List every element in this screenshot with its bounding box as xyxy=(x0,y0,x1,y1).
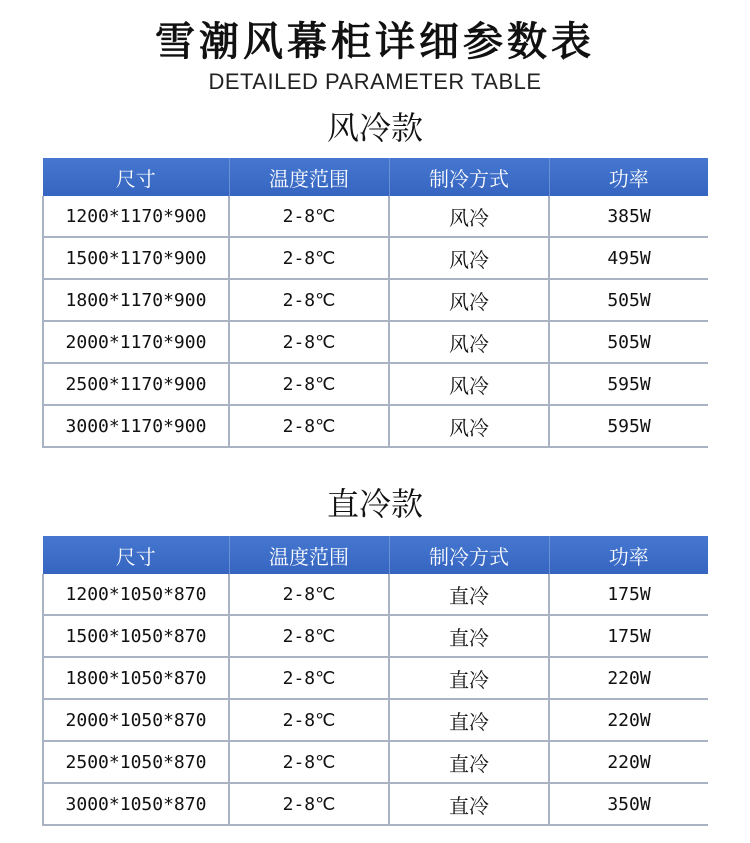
cell-power: 595W xyxy=(549,405,708,447)
table-row xyxy=(43,321,708,363)
table-row xyxy=(43,237,708,279)
cell-power: 220W xyxy=(549,699,708,741)
cell-power: 495W xyxy=(549,237,708,279)
cell-size: 1800*1170*900 xyxy=(43,279,229,321)
column-header-cooling-method: 制冷方式 xyxy=(389,536,549,574)
column-header-temperature: 温度范围 xyxy=(229,158,389,196)
cell-cooling-method: 风冷 xyxy=(389,363,549,405)
table-row xyxy=(43,615,708,657)
cell-size: 1500*1170*900 xyxy=(43,237,229,279)
cell-size: 1500*1050*870 xyxy=(43,615,229,657)
table-header-row xyxy=(43,536,708,574)
cell-temperature: 2-8℃ xyxy=(229,699,389,741)
column-header-power: 功率 xyxy=(549,158,708,196)
cell-size: 3000*1050*870 xyxy=(43,783,229,825)
cell-power: 595W xyxy=(549,363,708,405)
cell-size: 1200*1050*870 xyxy=(43,574,229,615)
cell-size: 2000*1050*870 xyxy=(43,699,229,741)
cell-temperature: 2-8℃ xyxy=(229,783,389,825)
cell-power: 175W xyxy=(549,574,708,615)
table-row xyxy=(43,363,708,405)
table-row xyxy=(43,279,708,321)
cell-temperature: 2-8℃ xyxy=(229,741,389,783)
direct-cooled-parameter-table xyxy=(42,536,708,826)
cell-cooling-method: 风冷 xyxy=(389,279,549,321)
cell-size: 2500*1170*900 xyxy=(43,363,229,405)
cell-power: 175W xyxy=(549,615,708,657)
cell-size: 2500*1050*870 xyxy=(43,741,229,783)
table-row xyxy=(43,741,708,783)
cell-size: 1800*1050*870 xyxy=(43,657,229,699)
page-title: 雪潮风幕柜详细参数表 xyxy=(155,19,595,65)
cell-temperature: 2-8℃ xyxy=(229,657,389,699)
page-subtitle: DETAILED PARAMETER TABLE xyxy=(208,69,542,94)
cell-cooling-method: 风冷 xyxy=(389,405,549,447)
cell-temperature: 2-8℃ xyxy=(229,321,389,363)
cell-temperature: 2-8℃ xyxy=(229,405,389,447)
section-title-direct-cooled: 直冷款 xyxy=(326,485,423,523)
column-header-temperature: 温度范围 xyxy=(229,536,389,574)
cell-size: 3000*1170*900 xyxy=(43,405,229,447)
cell-power: 220W xyxy=(549,741,708,783)
cell-size: 1200*1170*900 xyxy=(43,196,229,237)
cell-temperature: 2-8℃ xyxy=(229,363,389,405)
cell-power: 350W xyxy=(549,783,708,825)
cell-temperature: 2-8℃ xyxy=(229,196,389,237)
column-header-size: 尺寸 xyxy=(43,158,229,196)
cell-cooling-method: 风冷 xyxy=(389,321,549,363)
column-header-cooling-method: 制冷方式 xyxy=(389,158,549,196)
cell-power: 505W xyxy=(549,321,708,363)
table-row xyxy=(43,196,708,237)
cell-cooling-method: 直冷 xyxy=(389,699,549,741)
table-row xyxy=(43,699,708,741)
cell-cooling-method: 风冷 xyxy=(389,196,549,237)
column-header-power: 功率 xyxy=(549,536,708,574)
cell-power: 220W xyxy=(549,657,708,699)
table-header-row xyxy=(43,158,708,196)
cell-temperature: 2-8℃ xyxy=(229,237,389,279)
cell-cooling-method: 风冷 xyxy=(389,237,549,279)
air-cooled-parameter-table xyxy=(42,158,708,448)
cell-cooling-method: 直冷 xyxy=(389,574,549,615)
cell-temperature: 2-8℃ xyxy=(229,279,389,321)
cell-size: 2000*1170*900 xyxy=(43,321,229,363)
section-title-air-cooled: 风冷款 xyxy=(326,109,423,147)
cell-cooling-method: 直冷 xyxy=(389,783,549,825)
cell-cooling-method: 直冷 xyxy=(389,657,549,699)
cell-temperature: 2-8℃ xyxy=(229,574,389,615)
cell-cooling-method: 直冷 xyxy=(389,741,549,783)
table-row xyxy=(43,405,708,447)
table-row xyxy=(43,783,708,825)
cell-power: 505W xyxy=(549,279,708,321)
cell-temperature: 2-8℃ xyxy=(229,615,389,657)
table-row xyxy=(43,574,708,615)
column-header-size: 尺寸 xyxy=(43,536,229,574)
cell-cooling-method: 直冷 xyxy=(389,615,549,657)
table-row xyxy=(43,657,708,699)
cell-power: 385W xyxy=(549,196,708,237)
